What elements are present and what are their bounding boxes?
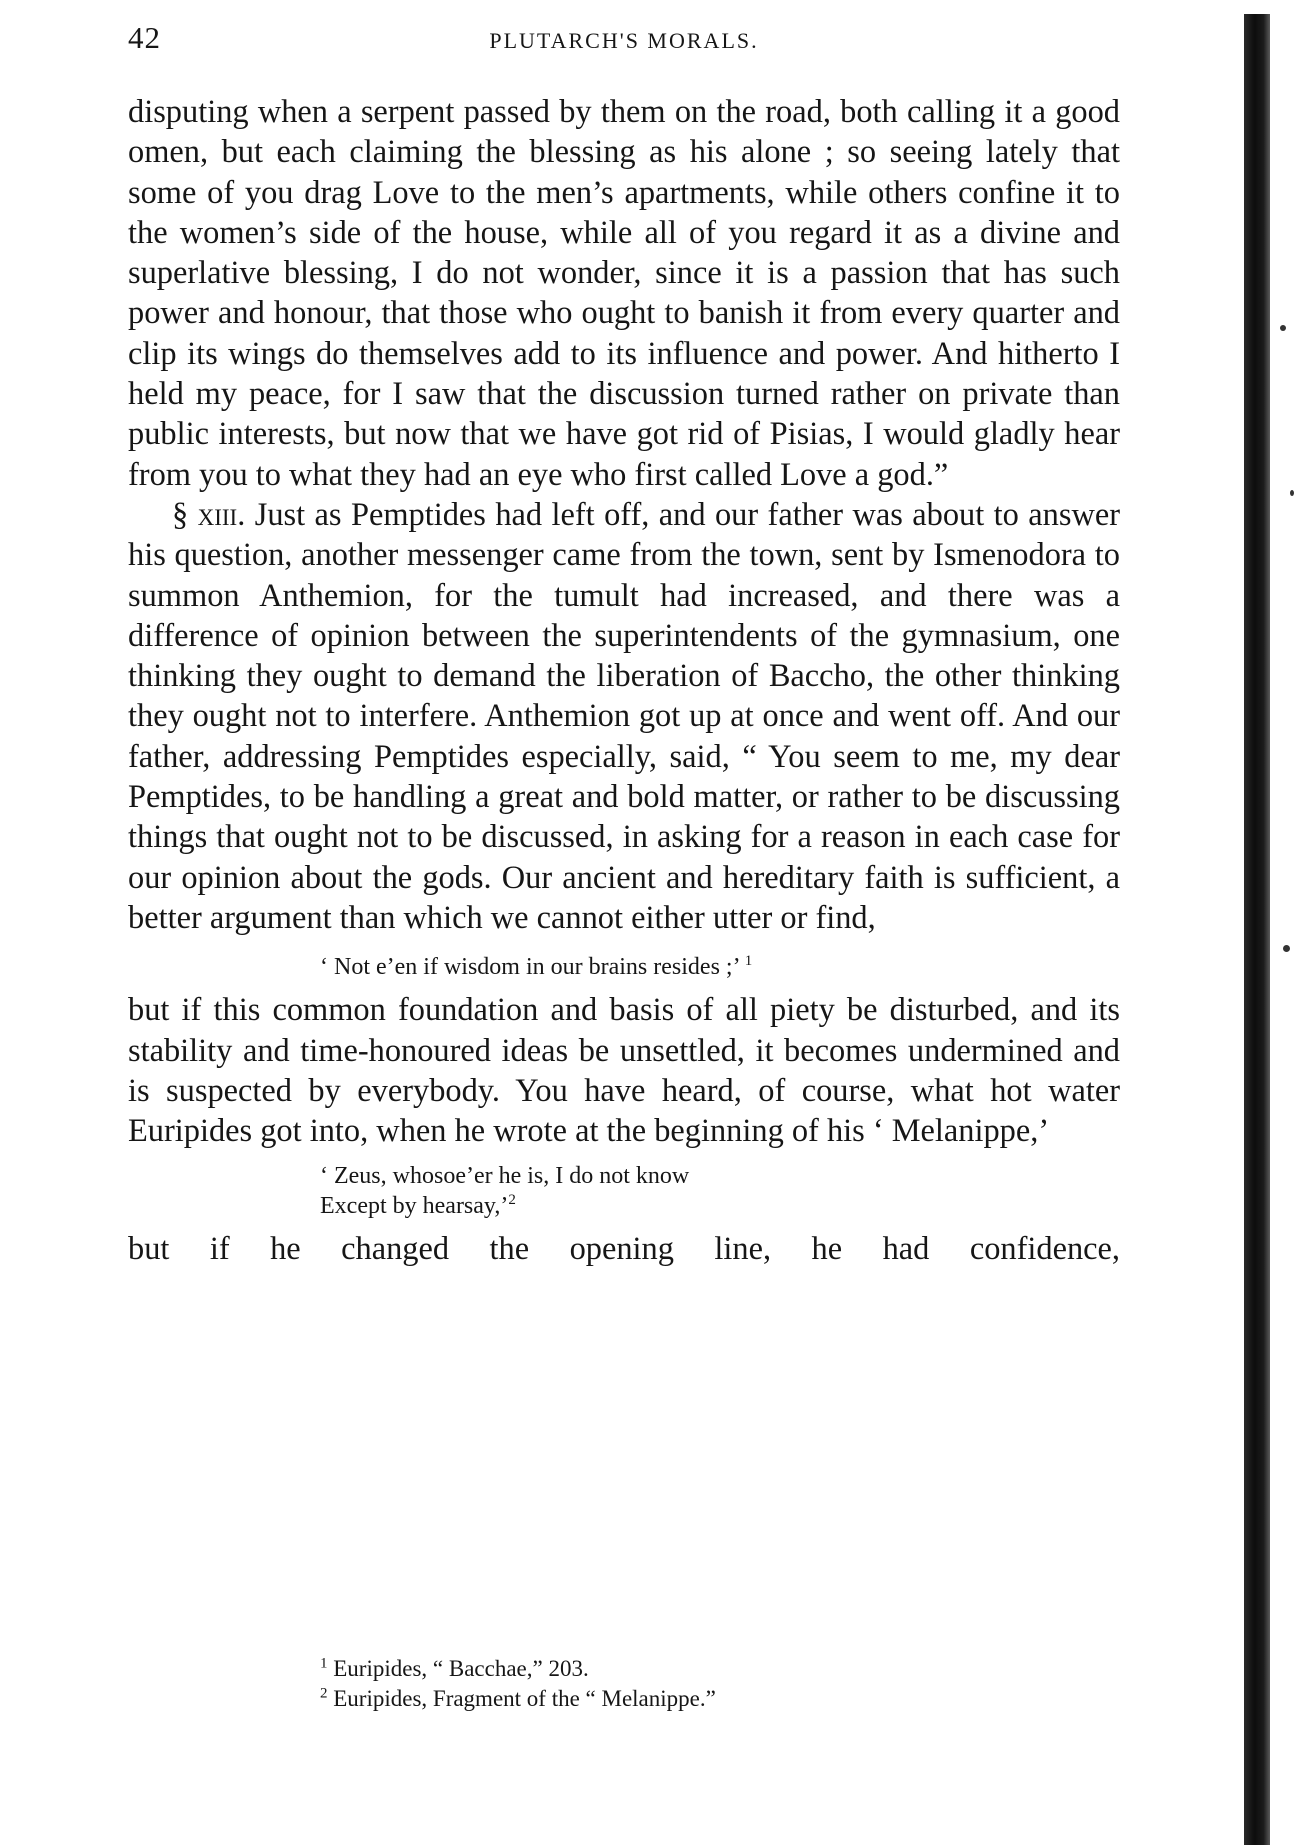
page-header: [128, 20, 1120, 60]
footnote-1: [320, 1654, 716, 1684]
book-binding-edge: [1244, 14, 1270, 1845]
footnote-2-mark: 2: [320, 1685, 328, 1702]
running-head: PLUTARCH'S MORALS.: [489, 28, 759, 53]
footnote-2: [320, 1684, 716, 1714]
footnote-2-text: Euripides, Fragment of the “ Melanippe.”: [327, 1686, 716, 1711]
page-number: 42: [128, 20, 161, 55]
verse-line-1: ‘ Zeus, whosoe’er he is, I do not know: [320, 1163, 690, 1190]
footnote-1-mark: 1: [320, 1655, 328, 1672]
paragraph-2: [128, 495, 1120, 938]
footnote-1-text: Euripides, “ Bacchae,” 203.: [327, 1656, 589, 1681]
quotation-1-text: ‘ Not e’en if wisdom in our brains resides ;’: [320, 954, 739, 981]
scan-speck: [1280, 325, 1286, 331]
body-text: [128, 92, 1120, 1270]
footnotes: [320, 1654, 716, 1714]
footnote-ref-1: 1: [744, 953, 753, 970]
scan-speck: [1290, 490, 1294, 496]
paragraph-3: but if this common foundation and basis of all piety be disturbed, and its stability and time-honoured ideas be unsettled, it becomes undermined and is suspected by everybody. You have heard, of course, what hot water Euripides got into, when he wrote at the beginning of his ‘ Melanippe,’: [128, 992, 1120, 1150]
quotation-1: [320, 950, 1120, 984]
verse-line-2: Except by hearsay,’: [320, 1193, 509, 1220]
verse-quotation: [320, 1161, 1120, 1221]
footnote-ref-2: 2: [508, 1192, 516, 1209]
verse-line-2-wrap: [320, 1191, 1120, 1221]
scan-speck: [1283, 945, 1290, 952]
paragraph-1: disputing when a serpent passed by them on the road, both calling it a good omen, but each claiming the blessing as his alone ; so seeing lately that some of you drag Love to the men’s apartments, while others confine it to the women’s side of the house, while all of you regard it as a divine and superlative blessing, I do not wonder, since it is a passion that has such power and honour, that those who ought to banish it from every quarter and clip its wings do themselves add to its influence and power. And hitherto I held my peace, for I saw that the discussion turned rather on private than public interests, but now that we have got rid of Pisias, I would gladly hear from you to what they had an eye who first called Love a god.”: [128, 94, 1120, 493]
section-mark: § xiii.: [172, 496, 246, 533]
paragraph-2-text: Just as Pemptides had left off, and our father was about to answer his question, another messenger came from the town, sent by Ismenodora to summon Anthemion, for the tumult had increased, and there was a difference of opinion between the superintendents of the gymnasium, one thinking they ought to demand the liberation of Baccho, the other thinking they ought not to interfere. Anthemion got up at once and went off. And our father, addressing Pemptides especially, said, “ You seem to me, my dear Pemptides, to be handling a great and bold matter, or rather to be discussing things that ought not to be discussed, in asking for a reason in each case for our opinion about the gods. Our ancient and hereditary faith is sufficient, a better argument than which we cannot either utter or find,: [128, 496, 1121, 936]
paragraph-4: but if he changed the opening line, he had confidence,: [128, 1231, 1120, 1268]
